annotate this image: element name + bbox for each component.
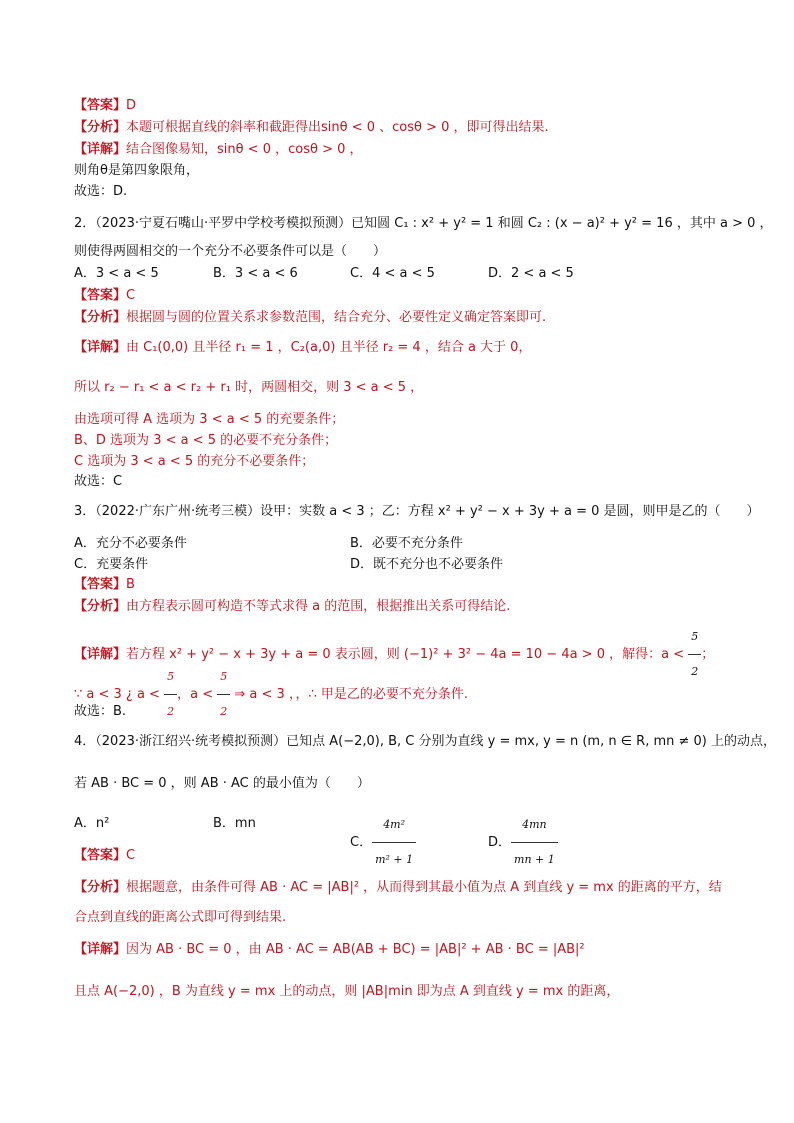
q2-option-a: A．3 < a < 5 bbox=[74, 266, 159, 281]
q3-analysis-line bbox=[74, 597, 510, 617]
q3-detail-line: 【详解】若方程 x² + y² − x + 3y + a = 0 表示圆，则 (−1)² + 3² − 4a = 10 − 4a > 0 ，解得：a < $\frac{5}{2}$ ； bbox=[74, 620, 714, 689]
q4-detail-2: 且点 A(−2,0) ，B 为直线 y = mx 上的动点，则 |AB|min 即为点 A 到直线 y = mx 的距离， bbox=[74, 984, 620, 999]
answer-tag: 【答案】 bbox=[74, 288, 127, 303]
q3-option-a: A．充分不必要条件 bbox=[74, 536, 187, 551]
q4-answer: C bbox=[126, 848, 136, 863]
detail-tag: 【详解】 bbox=[74, 942, 127, 957]
q2-detail-3: 由选项可得 A 选项为 3 < a < 5 的充要条件； bbox=[74, 412, 345, 427]
q3-option-b: B．必要不充分条件 bbox=[350, 536, 463, 551]
answer-tag: 【答案】 bbox=[74, 848, 127, 863]
q3-stem: 3．（2022·广东广州·统考三模）设甲：实数 a < 3 ；乙：方程 x² + y² − x + 3y + a = 0 是圆，则甲是乙的（ ） bbox=[74, 504, 760, 519]
q2-answer-line bbox=[74, 286, 135, 306]
q1-answer: D bbox=[126, 98, 137, 113]
q3-choice: 故选：B. bbox=[74, 704, 127, 719]
q1-detail-2: 则角θ是第四象限角， bbox=[74, 163, 199, 178]
q2-option-b: B．3 < a < 6 bbox=[213, 266, 298, 281]
q4-option-c: C． $\frac{\text{4m²}}{\text{m² + 1}}$ bbox=[350, 808, 416, 877]
q3-detail-1: 若方程 x² + y² − x + 3y + a = 0 表示圆，则 (−1)² + 3² − 4a = 10 − 4a > 0 ，解得：a < bbox=[126, 647, 685, 662]
q4-analysis-2: 合点到直线的距离公式即可得到结果. bbox=[74, 910, 287, 925]
q2-option-d: D．2 < a < 5 bbox=[488, 266, 574, 281]
q4-answer-line bbox=[74, 846, 135, 866]
q4-option-c-fraction: $\frac{\text{4m²}}{\text{m² + 1}}$ bbox=[372, 808, 416, 877]
q3-analysis: 由方程表示圆可构造不等式求得 a 的范围，根据推出关系可得结论. bbox=[126, 599, 511, 614]
q3-answer-line bbox=[74, 575, 135, 595]
q2-stem-1: 2．（2023·宁夏石嘴山·平罗中学校考模拟预测）已知圆 C₁ : x² + y² = 1 和圆 C₂ : (x − a)² + y² = 16 ，其中 a > 0 ， bbox=[74, 216, 773, 231]
q2-answer: C bbox=[126, 288, 136, 303]
q1-analysis-line bbox=[74, 118, 549, 138]
q4-option-b: B．mn bbox=[213, 816, 256, 831]
q4-option-d: D． $\frac{4mn}{mn + 1}$ bbox=[488, 808, 558, 877]
q1-analysis: 本题可根据直线的斜率和截距得出sinθ < 0 、cosθ > 0 ，即可得出结果. bbox=[126, 120, 549, 135]
q2-detail-line bbox=[74, 338, 531, 358]
q2-analysis: 根据圆与圆的位置关系求参数范围，结合充分、必要性定义确定答案即可. bbox=[126, 310, 547, 325]
q4-stem-1: 4．（2023·浙江绍兴·统考模拟预测）已知点 A(−2,0), B, C 分别为直线 y = mx, y = n (m, n ∈ R, mn ≠ 0) 上的动点， bbox=[74, 734, 777, 749]
q4-analysis-1: 根据题意，由条件可得 AB · AC = |AB|² ，从而得到其最小值为点 A 到直线 y = mx 的距离的平方，结 bbox=[126, 880, 722, 895]
q3-option-c: C．充要条件 bbox=[74, 557, 149, 572]
analysis-tag: 【分析】 bbox=[74, 880, 127, 895]
q2-detail-4: B、D 选项为 3 < a < 5 的必要不充分条件； bbox=[74, 433, 338, 448]
q3-option-d: D．既不充分也不必要条件 bbox=[350, 557, 504, 572]
fraction-five-halves: $\frac{5}{2}$ bbox=[688, 620, 701, 689]
answer-tag: 【答案】 bbox=[74, 98, 127, 113]
q3-detail-2: ∵ a < 3 ¿ a < $\frac{5}{2}$ ，a < $\frac{5}{2}$ ⇒ a < 3 ，，∴ 甲是乙的必要不充分条件. bbox=[74, 660, 468, 729]
q4-detail-1: 因为 AB · BC = 0 ，由 AB · AC = AB(AB + BC) = |AB|² + AB · BC = |AB|² bbox=[126, 942, 585, 957]
fraction-five-halves: $\frac{5}{2}$ bbox=[217, 660, 230, 729]
q2-stem-2: 则使得两圆相交的一个充分不必要条件可以是（ ） bbox=[74, 244, 387, 259]
detail-tag: 【详解】 bbox=[74, 142, 127, 157]
detail-tag: 【详解】 bbox=[74, 340, 127, 355]
answer-tag: 【答案】 bbox=[74, 577, 127, 592]
q4-stem-2: 若 AB · BC = 0 ，则 AB · AC 的最小值为（ ） bbox=[74, 776, 370, 791]
q1-answer-line bbox=[74, 96, 136, 116]
q1-choice: 故选：D. bbox=[74, 184, 128, 199]
q2-detail-1: 由 C₁(0,0) 且半径 r₁ = 1 ，C₂(a,0) 且半径 r₂ = 4 ，结合 a 大于 0， bbox=[126, 340, 532, 355]
detail-tag: 【详解】 bbox=[74, 647, 127, 662]
analysis-tag: 【分析】 bbox=[74, 120, 127, 135]
q4-option-a: A．n² bbox=[74, 816, 110, 831]
q1-detail-1: 结合图像易知，sinθ < 0 ，cosθ > 0 ， bbox=[126, 142, 363, 157]
q1-detail-line bbox=[74, 140, 363, 160]
analysis-tag: 【分析】 bbox=[74, 599, 127, 614]
q2-detail-2: 所以 r₂ − r₁ < a < r₂ + r₁ 时，两圆相交，则 3 < a < 5 ， bbox=[74, 380, 424, 395]
q2-detail-5: C 选项为 3 < a < 5 的充分不必要条件； bbox=[74, 454, 315, 469]
q3-answer: B bbox=[126, 577, 135, 592]
q2-option-c: C．4 < a < 5 bbox=[350, 266, 435, 281]
analysis-tag: 【分析】 bbox=[74, 310, 127, 325]
q4-option-d-fraction: $\frac{4mn}{mn + 1}$ bbox=[511, 808, 558, 877]
q4-detail-line bbox=[74, 940, 585, 960]
q4-analysis-line bbox=[74, 878, 722, 898]
fraction-five-halves: $\frac{5}{2}$ bbox=[164, 660, 177, 729]
q2-analysis-line bbox=[74, 308, 546, 328]
q2-choice: 故选：C bbox=[74, 474, 123, 489]
